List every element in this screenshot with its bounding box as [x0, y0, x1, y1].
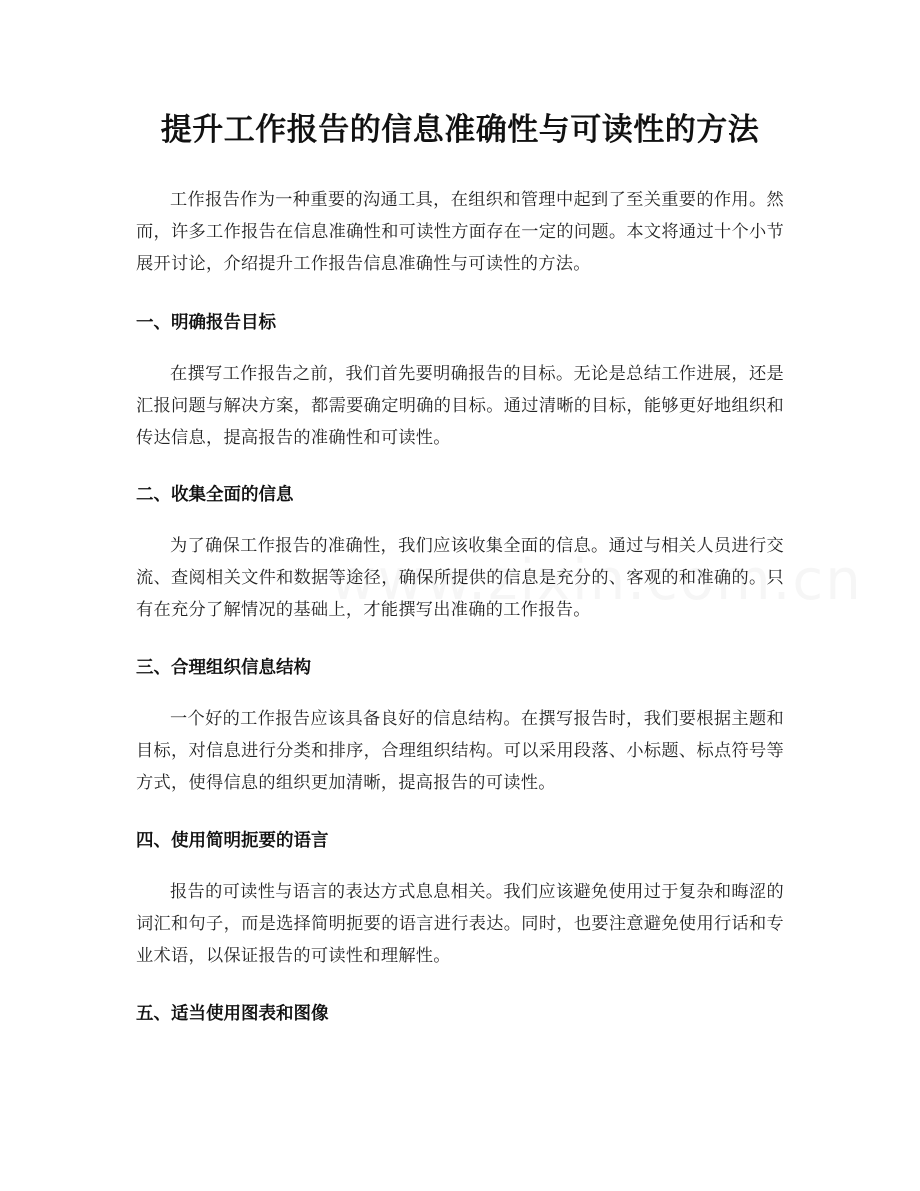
- document-title: 提升工作报告的信息准确性与可读性的方法: [160, 112, 760, 148]
- section-body-4: 报告的可读性与语言的表达方式息息相关。我们应该避免使用过于复杂和晦涩的词汇和句子，而是选择简明扼要的语言进行表达。同时，也要注意避免使用行话和专业术语，以保证报告的可读性和理解性。: [136, 882, 784, 966]
- section-body-1: 在撰写工作报告之前，我们首先要明确报告的目标。无论是总结工作进展，还是汇报问题与解决方案，都需要确定明确的目标。通过清晰的目标，能够更好地组织和传达信息，提高报告的准确性和可读性。: [136, 364, 784, 448]
- section-heading-1: 一、明确报告目标: [136, 313, 276, 333]
- section-heading-4: 四、使用简明扼要的语言: [136, 831, 329, 851]
- section-heading-3: 三、合理组织信息结构: [136, 658, 311, 678]
- section-heading-2: 二、收集全面的信息: [136, 485, 294, 505]
- section-body-2: 为了确保工作报告的准确性，我们应该收集全面的信息。通过与相关人员进行交流、查阅相关文件和数据等途径，确保所提供的信息是充分的、客观的和准确的。只有在充分了解情况的基础上，才能撰写出准确的工作报告。: [136, 536, 784, 620]
- section-heading-5: 五、适当使用图表和图像: [136, 1004, 329, 1024]
- intro-paragraph: 工作报告作为一种重要的沟通工具，在组织和管理中起到了至关重要的作用。然而，许多工作报告在信息准确性和可读性方面存在一定的问题。本文将通过十个小节展开讨论，介绍提升工作报告信息准确性与可读性的方法。: [136, 190, 784, 274]
- section-body-3: 一个好的工作报告应该具备良好的信息结构。在撰写报告时，我们要根据主题和目标，对信息进行分类和排序，合理组织结构。可以采用段落、小标题、标点符号等方式，使得信息的组织更加清晰，提高报告的可读性。: [136, 709, 784, 793]
